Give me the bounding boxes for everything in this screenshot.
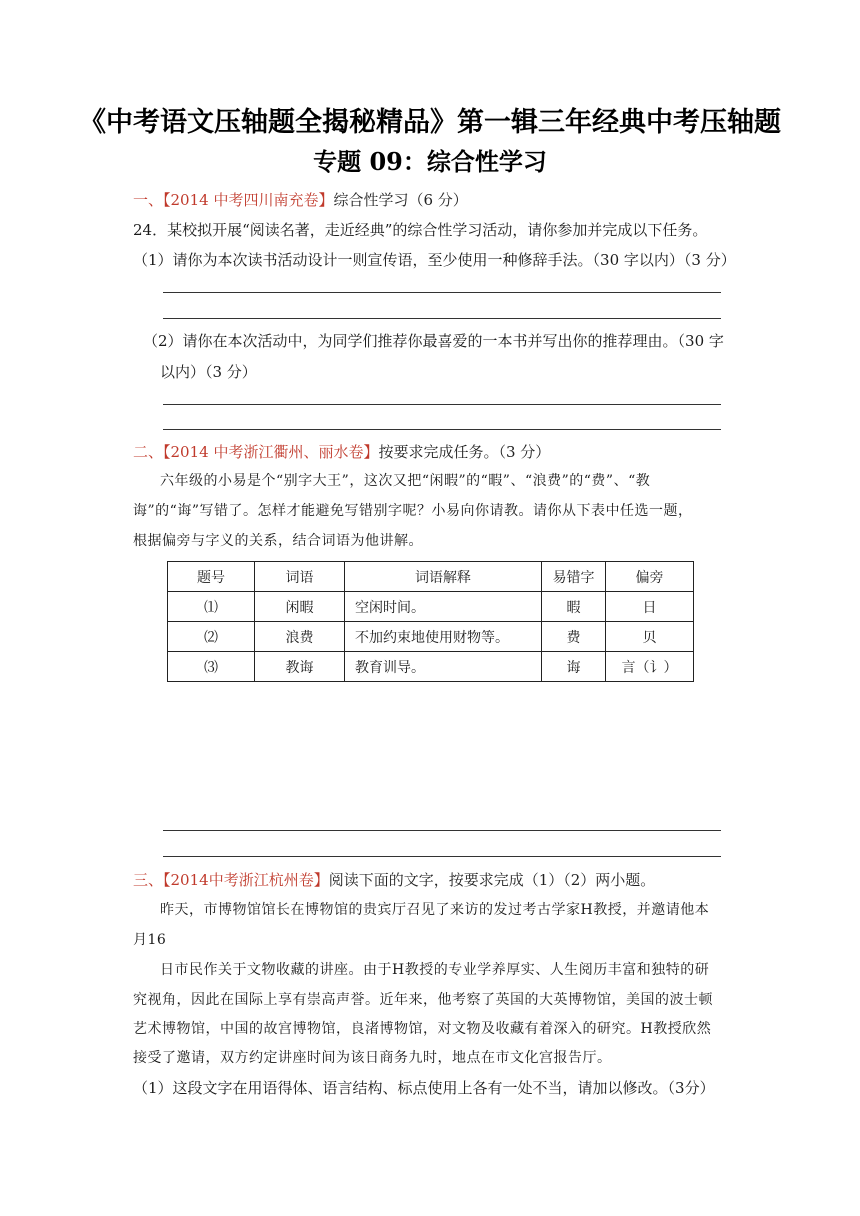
section-3-heading	[133, 869, 655, 890]
answer-line[interactable]	[163, 830, 721, 831]
section-title: 阅读下面的文字，按要求完成（1）（2）两小题。	[328, 871, 656, 889]
answer-line[interactable]	[163, 856, 721, 857]
exam-source: 【2014中考浙江杭州卷】	[163, 871, 329, 889]
exam-source: 【2014 中考四川南充卷】	[163, 191, 334, 209]
answer-line[interactable]	[163, 429, 721, 430]
passage-line: 根据偏旁与字义的关系，结合词语为他讲解。	[133, 533, 423, 549]
passage-line: 诲”的“诲”写错了。怎样才能避免写错别字呢？小易向你请教。请你从下表中任选一题，	[133, 503, 693, 519]
table-header: 题号	[168, 562, 255, 592]
section-number: 二、	[133, 443, 164, 461]
sub-question-1: （1）请你为本次读书活动设计一则宣传语，至少使用一种修辞手法。（30 字以内）（3 分）	[133, 251, 736, 269]
section-number: 三、	[133, 871, 164, 889]
section-2-heading	[133, 441, 550, 462]
passage-line: 究视角，因此在国际上享有崇高声誉。近年来，他考察了英国的大英博物馆，美国的波士顿	[133, 992, 713, 1008]
table-cell: 贝	[606, 622, 694, 652]
question-24: 24．某校拟开展“阅读名著，走近经典”的综合性学习活动，请你参加并完成以下任务。	[133, 221, 708, 239]
passage-line: 接受了邀请，双方约定讲座时间为该日商务九时，地点在市文化宫报告厅。	[133, 1050, 612, 1066]
table-cell: ⑶	[168, 652, 255, 682]
table-cell: 暇	[542, 592, 606, 622]
sub-question-2: （2）请你在本次活动中，为同学们推荐你最喜爱的一本书并写出你的推荐理由。（30 字	[143, 332, 724, 350]
word-table	[167, 561, 694, 682]
table-row	[168, 622, 694, 652]
table-row	[168, 652, 694, 682]
section-number: 一、	[133, 191, 164, 209]
table-cell: 费	[542, 622, 606, 652]
passage-line: 六年级的小易是个“别字大王”，这次又把“闲暇”的“暇”、“浪费”的“费”、“教	[160, 473, 651, 489]
table-cell: 日	[606, 592, 694, 622]
table-cell: 诲	[542, 652, 606, 682]
passage-line: 月16	[133, 932, 167, 948]
table-cell: ⑵	[168, 622, 255, 652]
table-cell: 言（讠）	[606, 652, 694, 682]
table-header-row	[168, 562, 694, 592]
table-cell: 浪费	[255, 622, 345, 652]
table-header: 偏旁	[606, 562, 694, 592]
passage-line: 日市民作关于文物收藏的讲座。由于H教授的专业学养厚实、人生阅历丰富和独特的研	[160, 962, 710, 978]
table-cell: 闲暇	[255, 592, 345, 622]
table-cell: 不加约束地使用财物等。	[345, 622, 542, 652]
page-subtitle: 专题 09：综合性学习	[313, 147, 547, 176]
passage-line: 昨天，市博物馆馆长在博物馆的贵宾厅召见了来访的发过考古学家H教授，并邀请他本	[160, 902, 710, 918]
page-title: 《中考语文压轴题全揭秘精品》第一辑三年经典中考压轴题	[79, 107, 781, 138]
table-header: 词语	[255, 562, 345, 592]
answer-line[interactable]	[163, 404, 721, 405]
section-title: 按要求完成任务。（3 分）	[378, 443, 551, 461]
table-row	[168, 592, 694, 622]
sub-question-1: （1）这段文字在用语得体、语言结构、标点使用上各有一处不当，请加以修改。（3分）	[133, 1079, 715, 1097]
section-1-heading	[133, 189, 468, 210]
table-cell: 教育训导。	[345, 652, 542, 682]
table-header: 词语解释	[345, 562, 542, 592]
answer-line[interactable]	[163, 318, 721, 319]
table-header: 易错字	[542, 562, 606, 592]
table-cell: 空闲时间。	[345, 592, 542, 622]
exam-source: 【2014 中考浙江衢州、丽水卷】	[163, 443, 379, 461]
section-title: 综合性学习（6 分）	[333, 191, 468, 209]
table-cell: ⑴	[168, 592, 255, 622]
passage-line: 艺术博物馆，中国的故宫博物馆，良渚博物馆，对文物及收藏有着深入的研究。H教授欣然	[133, 1021, 712, 1037]
sub-question-2-cont: 以内）（3 分）	[160, 363, 257, 381]
answer-line[interactable]	[163, 292, 721, 293]
table-cell: 教诲	[255, 652, 345, 682]
